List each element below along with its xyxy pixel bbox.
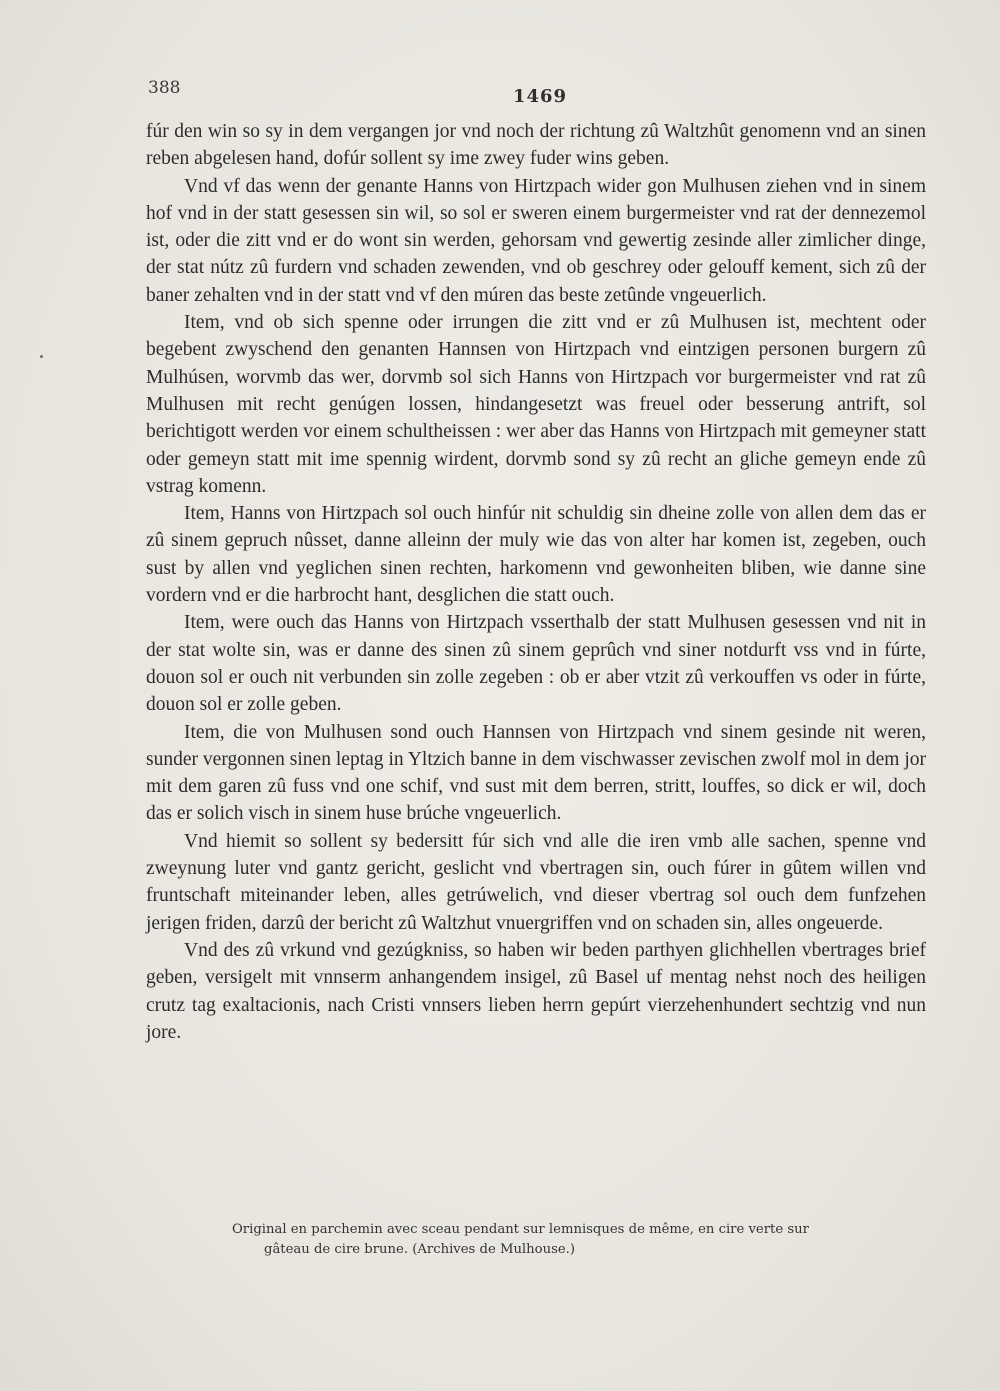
paragraph: Vnd vf das wenn der genante Hanns von Hirtzpach wider gon Mulhusen ziehen vnd in sinem hof vnd in der statt gesessen sin wil, so sol er sweren einem burgermeister vnd rat der dennezemol ist, oder die zitt vnd er do wont sin werden, gehorsam vnd gewertig zesinde aller zimlicher dinge, der stat nútz zû furdern vnd schaden zewenden, vnd ob geschrey oder gelouff kement, sich zû der baner zehalten vnd in der statt vnd vf den múren das beste zetûnde vngeuerlich.: [146, 175, 926, 306]
paragraph: Item, die von Mulhusen sond ouch Hannsen von Hirtzpach vnd sinem gesinde nit weren, sunder vergonnen sinen leptag in Yltzich banne in dem vischwasser zevischen zwolf mol in dem jor mit dem garen zû fuss vnd one schif, vnd sust mit dem berren, stritt, louffes, so dick er wil, doch das er solich visch in sinem huse brúche vngeuerlich.: [146, 721, 926, 825]
footnote-line-2: gâteau de cire brune. (Archives de Mulhouse.): [264, 1242, 575, 1257]
year-heading: 1469: [512, 86, 568, 107]
footnote-line-1: Original en parchemin avec sceau pendant sur lemnisques de même, en cire verte sur: [232, 1222, 809, 1237]
page-number: 388: [148, 78, 181, 98]
paragraph: Vnd hiemit so sollent sy bedersitt fúr sich vnd alle die iren vmb alle sachen, spenne vnd zweynung luter vnd gantz gericht, geslicht vnd vbertragen sin, ouch fúrer in gûtem willen vnd fruntschaft miteinander leben, alles getrúwelich, vnd dieser vbertrag sol ouch dem funfzehen jerigen friden, darzû der bericht zû Waltzhut vnuergriffen vnd on schaden sin, alles ongeuerde.: [146, 830, 926, 934]
paragraph: Vnd des zû vrkund vnd gezúgkniss, so haben wir beden parthyen glichhellen vbertrages brief geben, versigelt mit vnnserm anhangendem insigel, zû Basel uf mentag nehst noch des heiligen crutz tag exaltacionis, nach Cristi vnnsers lieben herrn gepúrt vierzehenhundert sechtzig vnd nun jore.: [146, 939, 926, 1043]
paragraph: Item, Hanns von Hirtzpach sol ouch hinfúr nit schuldig sin dheine zolle von allen dem das er zû sinem gepruch nûsset, danne alleinn der muly wie das von alter har komen ist, zegeben, ouch sust by allen vnd yeglichen sinen rechten, harkomenn vnd gewonheiten bliben, wie danne sine vordern vnd er die harbrocht hant, desglichen die statt ouch.: [146, 503, 926, 607]
margin-mark: [40, 355, 43, 358]
source-footnote: [232, 1220, 922, 1260]
paragraph: Item, were ouch das Hanns von Hirtzpach vsserthalb der statt Mulhusen gesessen vnd nit in der stat wolte sin, was er danne des sinen zû sinem geprûch vnd siner notdurft vss vnd in fúrte, douon sol er ouch nit verbunden sin zolle zegeben : ob er aber vtzit zû verkouffen vs oder in fúrte, douon sol er zolle geben.: [146, 612, 926, 716]
paragraph-continuation: fúr den win so sy in dem vergangen jor vnd noch der richtung zû Waltzhût genomenn vnd an sinen reben abgelesen hand, dofúr sollent sy ime zwey fuder wins geben.: [146, 121, 926, 170]
document-body: [146, 118, 926, 1046]
paragraph: Item, vnd ob sich spenne oder irrungen die zitt vnd er zû Mulhusen ist, mechtent oder begebent zwyschend den genanten Hannsen von Hirtzpach vnd eintzigen personen burgern zû Mulhúsen, worvmb das wer, dorvmb sol sich Hanns von Hirtzpach vor burgermeister vnd rat zû Mulhusen mit recht genúgen lossen, hindangesetzt was freuel oder besserung antrift, sol berichtigott werden vor einem schultheissen : wer aber das Hanns von Hirtzpach mit gemeyner statt oder gemeyn statt mit ime spennig wirdent, dorvmb sond sy zû recht an gliche gemeyn ende zû vstrag komenn.: [146, 312, 926, 497]
